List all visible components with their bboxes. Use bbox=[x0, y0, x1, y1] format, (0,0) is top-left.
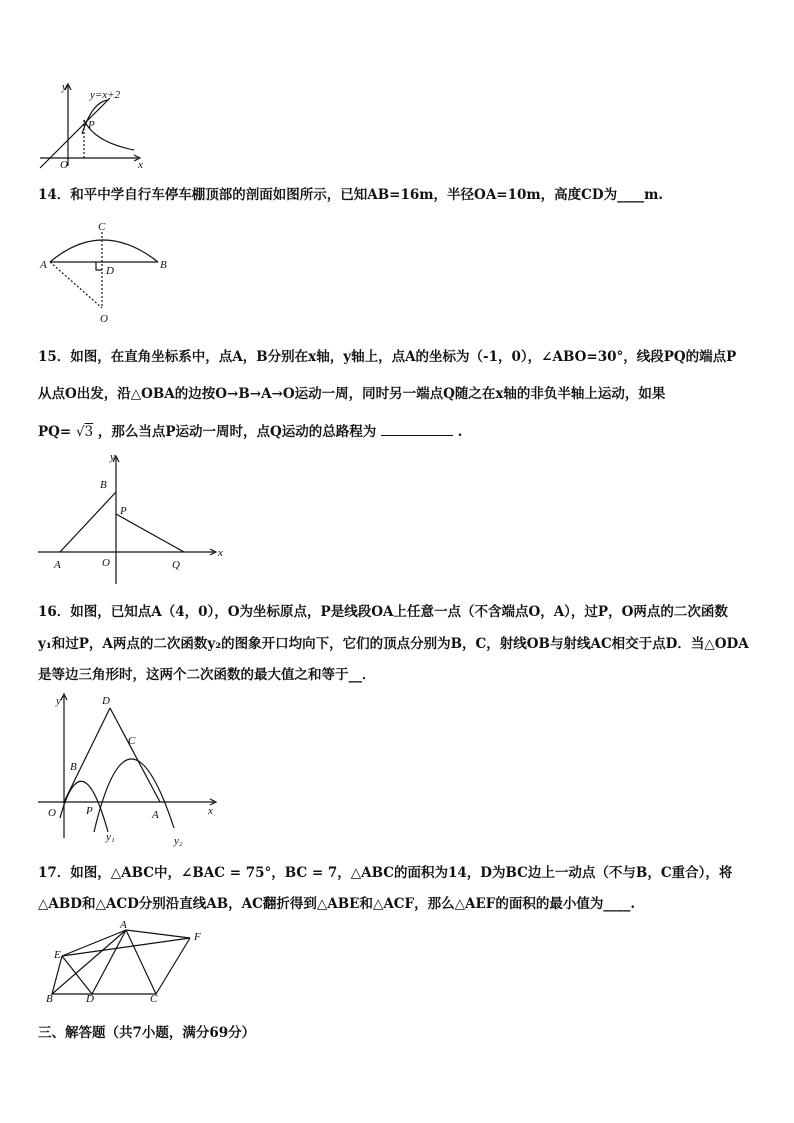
q16-d-label: D bbox=[102, 695, 110, 707]
q15-x-label: x bbox=[218, 547, 223, 559]
q15-p-label: P bbox=[120, 505, 127, 517]
q17-figure bbox=[40, 920, 212, 1004]
q15-answer-blank bbox=[381, 421, 453, 436]
q13-o-label: O bbox=[60, 159, 68, 171]
q14-b-label: B bbox=[160, 259, 167, 271]
q15-figure bbox=[34, 452, 230, 590]
q16-c-label: C bbox=[128, 735, 136, 747]
q15-sqrt: √3 bbox=[75, 424, 94, 440]
q13-x-label: x bbox=[138, 159, 143, 171]
q17-b-label: B bbox=[46, 993, 53, 1004]
q16-figure bbox=[34, 688, 230, 850]
q16-x-label: x bbox=[208, 805, 213, 817]
section-3-title: 三、解答题（共7小题，满分69分） bbox=[38, 1025, 256, 1041]
q15-line2: 从点O出发，沿△OBA的边按O→B→A→O运动一周，同时另一端点Q随之在x轴的非负半轴上运动，如果 bbox=[38, 386, 666, 402]
q16-y2-label: y₂ bbox=[174, 835, 183, 847]
q16-line1: 16．如图，已知点A（4，0），O为坐标原点，P是线段OA上任意一点（不含端点O，A），过P，O两点的二次函数 bbox=[38, 604, 728, 620]
q16-p-label: P bbox=[86, 805, 93, 817]
q17-f-label: F bbox=[194, 931, 201, 943]
q15-a-label: A bbox=[54, 559, 61, 571]
q17-line2: △ABD和△ACD分别沿直线AB，AC翻折得到△ABE和△ACF，那么△AEF的面积的最小值为____. bbox=[38, 896, 636, 912]
q16-y-label: y bbox=[56, 695, 61, 707]
q16-y1-label: y₁ bbox=[106, 831, 115, 843]
q15-q-label: Q bbox=[172, 559, 180, 571]
q15-o-label: O bbox=[102, 557, 110, 569]
q17-d-label: D bbox=[86, 993, 94, 1004]
q13-p-label: P bbox=[88, 119, 95, 131]
q13-figure bbox=[34, 80, 146, 172]
q16-line2: y₁和过P，A两点的二次函数y₂的图象开口均向下，它们的顶点分别为B，C，射线OB与射线AC相交于点D．当△ODA bbox=[38, 636, 749, 652]
q15-line3-mid: ，那么当点P运动一周时，点Q运动的总路程为 bbox=[97, 424, 377, 440]
q14-d-label: D bbox=[106, 265, 114, 277]
q17-a-label: A bbox=[120, 920, 127, 931]
q15-sqrt-value: 3 bbox=[84, 424, 94, 440]
q17-line1: 17．如图，△ABC中，∠BAC = 75°，BC = 7，△ABC的面积为14，D为BC边上一动点（不与B，C重合），将 bbox=[38, 865, 733, 881]
q15-line3 bbox=[38, 421, 462, 441]
q15-line1: 15．如图，在直角坐标系中，点A，B分别在x轴，y轴上，点A的坐标为（-1，0），∠ABO=30°，线段PQ的端点P bbox=[38, 349, 737, 365]
q15-line3-end: . bbox=[457, 424, 463, 440]
q14-text: 14．和平中学自行车停车棚顶部的剖面如图所示，已知AB=16m，半径OA=10m，高度CD为____m. bbox=[38, 187, 664, 203]
q13-y-label: y bbox=[62, 81, 67, 93]
q17-e-label: E bbox=[54, 949, 61, 961]
q15-y-label: y bbox=[110, 452, 115, 463]
q17-c-label: C bbox=[150, 993, 158, 1004]
q15-pq-label: PQ= bbox=[38, 424, 72, 440]
q16-line3: 是等边三角形时，这两个二次函数的最大值之和等于__． bbox=[38, 667, 376, 683]
q13-curve-label: y=x+2 bbox=[90, 89, 121, 101]
q14-c-label: C bbox=[98, 221, 106, 233]
q16-o-label: O bbox=[48, 807, 56, 819]
q15-b-label: B bbox=[100, 479, 107, 491]
q14-figure bbox=[36, 218, 176, 328]
q16-b-label: B bbox=[70, 761, 77, 773]
q14-a-label: A bbox=[40, 259, 47, 271]
q14-o-label: O bbox=[100, 313, 108, 325]
q16-a-label: A bbox=[152, 809, 159, 821]
